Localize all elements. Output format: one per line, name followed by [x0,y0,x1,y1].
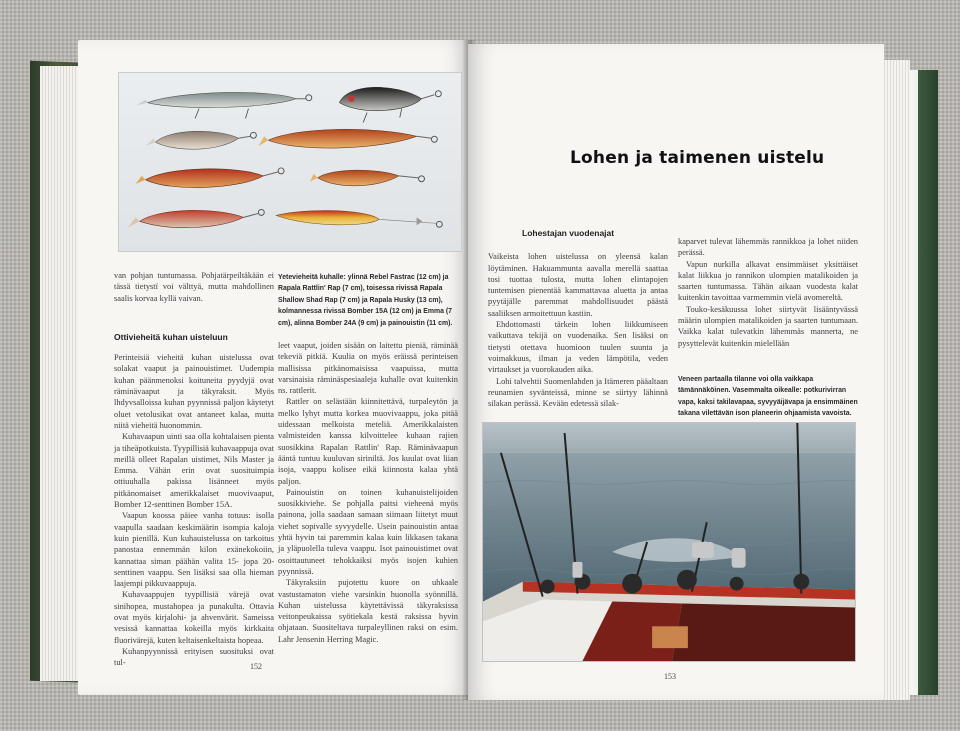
paragraph: leet vaaput, joiden sisään on laitettu pieniä, räminää tekeviä pitkiä. Kuulia on myös eräissä perinteisen mallisissa pitkänomaisissa vaapuissa, mutta varsinaisia räminäspesiaaleja kuhalle ovat kuitenkin ns. rattlerit. [278,341,458,396]
lure-bomber-15a [136,168,284,188]
left-page-column-2 [278,340,458,645]
left-page-column-1 [114,270,274,669]
section-heading-lohestajan: Lohestajan vuodenajat [522,228,615,238]
lure-shallow-shad-rap [146,131,257,149]
paragraph: Vaapun koossa päiee vanha totuus: isolla vaapulla saadaan keskimäärin isompia kaloja kuin pienillä. Kun kuhauistelussa on tarkoitus panostaa ennemmän kilon exänekokoiin, kannattaa siman päähän valita 15- jopa 20-senttinen vaappu. Sen lisäksi saa olla hieman laajempi pikkuvaappuja. [114,511,274,589]
page-number-left: 152 [250,662,262,671]
lures-photo-caption: Yetevieheitä kuhalle: ylinnä Rebel Fastrac (12 cm) ja Rapala Rattlin' Rap (7 cm), toisessa rivissä Rapala Shallow Shad Rap (7 cm) ja Rapala Husky (13 cm), kolmannessa rivissä Bomber 15A (12 cm) ja Emma (7 cm), alinna Bomber 24A (9 cm) ja painouistin (11 cm). [278,274,453,327]
intro-paragraph: van pohjan tuntumassa. Pohjatärpeiltäkään ei tässä tietystï voi välttyä, mutta mahdollinen saalis korvaa kyllä vaivan. [114,271,274,303]
paragraph: Täkyraksiin pujotettu kuore on uhkaale vastustamaton viehe varsinkin huonolla syönnillä. Kuhan uistelussa käytettävissä täkyraksissa veitonpeukaissa syötiekala kestä raksissa hyvin ohjataan. Suositeltava turpaleyllinen raksi on esim. Lahr Jensenin Herring Magic. [278,578,458,644]
paragraph: Vapun nurkilla alkavat ensimmäiset yksittäiset kalat liikkua jo rannikon ulompien matalikoiden ja saarten tuntumassa. Tähän aikaan vuodesta kalat kuitenkin tavoittaa varmemmin vielä avomereltä. [678,259,858,303]
lure-emma [310,170,425,186]
section-heading-ottivieheita: Ottivieheitä kuhan uisteluun [114,331,228,342]
paragraph: Ehdottomasti tärkein lohen liikkumiseen vaikuttava tekijä on vuodenaika. Sen lisäksi on tietysti otettava huomioon tuulen suunta ja voimakkuus, ilman ja veden lämpötila, veden virtaukset ja vuorokauden aika. [488,320,668,375]
page-number-right: 153 [664,672,676,681]
book-cover-right-edge [918,70,938,695]
paragraph: Touko-kesäkuussa lohet siirtyvät lisääntyvässä määrin ulompien matalikoiden ja saarten tuntumaan. Vaikka kalat tulevatkin lähemmäs mannerta, ne pysyttelevät kuitenkin mielellään [678,304,858,348]
paragraph: kaparvet tulevat lähemmäs rannikkoa ja lohet niiden perässä. [678,237,858,258]
lure-rebel-fastrac [136,92,312,118]
boat-photo-caption: Veneen partaalla tilanne voi olla vaikkapa tämännäköinen. Vasemmalta oikealle: potkurivirran vapa, kaksi takilavapaa, syvyyäijävapa ja ensimmäinen takana vilettävän ison planeerin ohjaamista vavoista. [678,376,858,418]
paragraph: Painouistin on toinen kuhanuistelijoiden suosikkiviehe. Se pohjalla paitsi vieheenä myös painona, jolla saadaan samaan siimaan liitetyt muut viehet sopivalle syvyydelle. Usein painouistin antaa yhtä hyvin tai paremmin kalaa kuin likkasen takana ja yläpuolella tuleva vaappu. Isot painouistimet ovat osoittautuneet tehokkaiksi myös isojen kuhien pyynnissä. [278,487,458,576]
paragraph: Vaikeista lohen uistelussa on yleensä kalan löytäminen. Hakuammunta aavalla merellä saattaa tosi tuottaa tulosta, mutta lohen elintapojen tuntemisen pienentää kammattavaa aluetta ja antaa pyytäjälle paremmat mahdollisuudet päästä saaliiksen armoitettuun kastiin. [488,252,668,318]
right-page [468,44,884,700]
paragraph: Perinteisiä vieheitä kuhan uistelussa ovat solakat vaaput ja painouistimet. Uudempia kuhan päänmenoksi koituneita pyydyjä ovat räminävaaput ja täkyraksit. Myös lhdyvsalloissa kuhan pyynnissä paljon käytetyt oluet vetolusikat ovat antaneet kalaa, mutta niitä vieheitä huonommin. [114,353,274,430]
fishing-lures-photo [118,72,462,252]
paragraph: Lohi talvehtii Suomenlahden ja Itämeren pääaltaan reunamien syvänteissä, minne se siirtyy lähinnä silakan perässä. Kevään edetessä silak- [488,376,668,409]
right-page-column-1 [488,228,668,409]
boat-fishing-photo [482,422,856,662]
lure-painouistin [276,211,442,228]
left-page [78,40,470,695]
boat-illustration [483,423,855,661]
paragraph: Rattler on selästään kiinnitettävä, turpaleytön ja melko lyhyt mutta korkea muovivaappu, joka pitää uidessaan melkoista meteliä. Amerikkalaisten valmisteiden kanssa kilvoittelee kuhaan rajien suosikkina Rapalan Rattlin' Rap. Räminävaapun ääntä tuntuu kuuluvan siriniltä. Jos kuulat ovat liian isoja, vaappu kolisee eikä kiinnosta kalaa yhtä paljon. [278,397,458,486]
lures-illustration [119,73,461,251]
lure-rattlin-rap [339,87,441,122]
chapter-title: Lohen ja taimenen uistelu [570,148,825,168]
right-page-column-2 [678,236,858,349]
paragraph: Kuhanpyynnissä erityisen suosituksi ovat tul- [114,646,274,668]
paragraph: Kuhavaapun uinti saa olla kohtalaisen pienta ja tiheäpotkuista. Tyypillisiä kuhavaappuja ovat meillä olleet Rapalan uistimet, Nils Master ja Emma. Vähän erin ovat suosituimpia ottiuuhalla pakissa lisänneet myös pitkänomaiset amerikkalaiset muovivaaput, Bomber 12-senttinen Bomber 15A. [114,432,274,510]
lure-bomber-24a [128,209,264,227]
lure-husky [258,129,437,148]
paragraph: Kuhavaappujen tyypillisiä värejä ovat sinihopea, mustahopea ja punakulta. Ottavia ovat myös kirjalohi- ja ahvenvärit. Sameissa vesissä kannattaa kokeilla myös kirkkaita fluorivärejä, kuten keltaisenkeltaista hopeaa. [114,590,274,645]
